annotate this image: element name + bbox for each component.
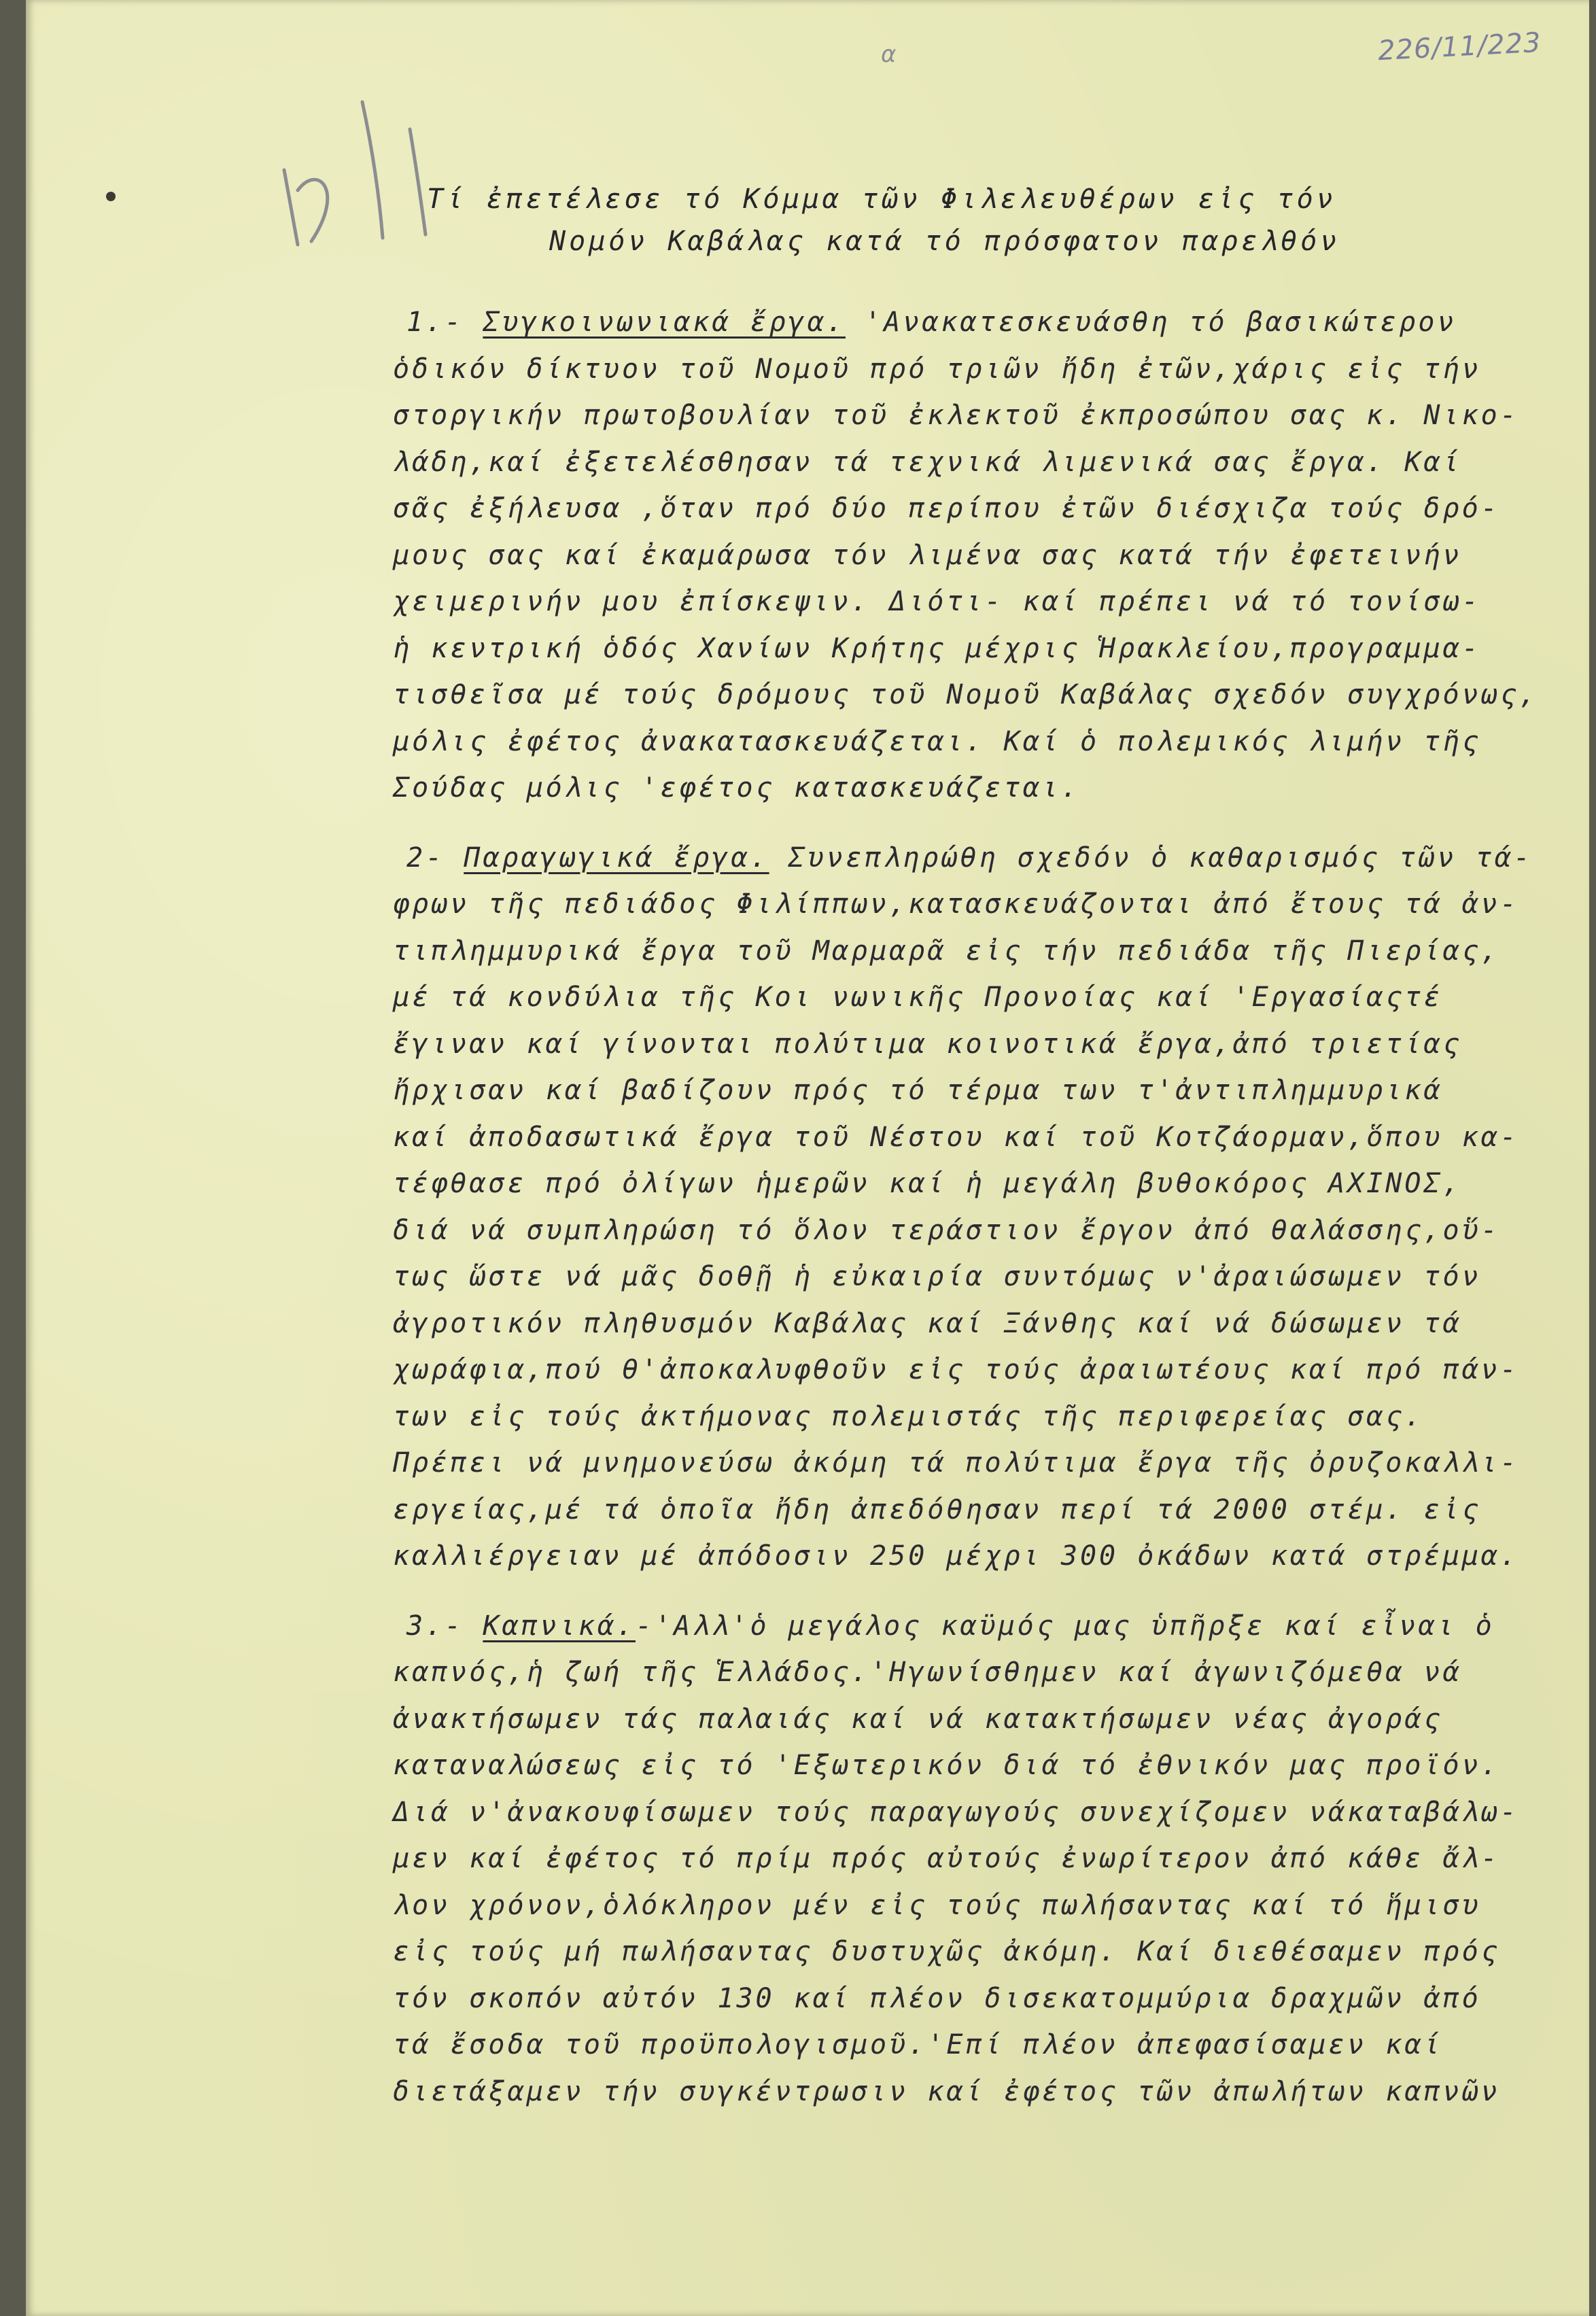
section-2	[393, 835, 1589, 1580]
section-2-first-line	[406, 835, 1589, 882]
text-line: εργείας,μέ τά ὁποῖα ἤδη ἀπεδόθησαν περί τά 2000 στέμ. εἰς	[393, 1493, 1481, 1525]
section-heading: Παραγωγικά ἔργα.	[464, 842, 769, 874]
text-line: καταναλώσεως εἰς τό 'Εξωτερικόν διά τό ἐθνικόν μας προϊόν.	[393, 1750, 1500, 1781]
text-line: καλλιέργειαν μέ ἀπόδοσιν 250 μέχρι 300 ὀκάδων κατά στρέμμα.	[393, 1540, 1519, 1572]
text-line: εἰς τούς μή πωλήσαντας δυστυχῶς ἀκόμη. Καί διεθέσαμεν πρός	[393, 1936, 1500, 1967]
text-line: τισθεῖσα μέ τούς δρόμους τοῦ Νομοῦ Καβάλας σχεδόν συγχρόνως,	[393, 679, 1538, 710]
text-line: των εἰς τούς ἀκτήμονας πολεμιστάς τῆς περιφερείας σας.	[393, 1400, 1424, 1432]
text-line: διετάξαμεν τήν συγκέντρωσιν καί ἐφέτος τῶν ἀπωλήτων καπνῶν	[393, 2075, 1500, 2107]
section-3	[393, 1603, 1589, 2115]
text-line: καπνός,ἡ ζωή τῆς Ἑλλάδος.'Ηγωνίσθημεν καί ἀγωνιζόμεθα νά	[393, 1657, 1462, 1688]
section-number: 2-	[406, 842, 445, 874]
text-line: μεν καί ἐφέτος τό πρίμ πρός αὐτούς ἐνωρίτερον ἀπό κάθε ἄλ-	[393, 1843, 1500, 1874]
section-3-first-line	[406, 1603, 1589, 1650]
text-line: τά ἔσοδα τοῦ προϋπολογισμοῦ.'Επί πλέον ἀπεφασίσαμεν καί	[393, 2029, 1443, 2060]
title-line-2: Νομόν Καβάλας κατά τό πρόσφατον παρελθόν	[549, 226, 1340, 257]
section-heading: Συγκοινωνιακά ἔργα.	[483, 307, 846, 338]
text-line: ἀνακτήσωμεν τάς παλαιάς καί νά κατακτήσωμεν νέας ἀγοράς	[393, 1703, 1443, 1735]
text-line: μόλις ἐφέτος ἀνακατασκευάζεται. Καί ὁ πολεμικός λιμήν τῆς	[393, 725, 1481, 757]
text-line: σᾶς ἐξήλευσα ,ὅταν πρό δύο περίπου ἐτῶν διέσχιζα τούς δρό-	[393, 493, 1500, 524]
text-line: ἤρχισαν καί βαδίζουν πρός τό τέρμα των τ'ἀντιπλημμυρικά	[393, 1075, 1443, 1106]
text-line: φρων τῆς πεδιάδος Φιλίππων,κατασκευάζονται ἀπό ἔτους τά ἀν-	[393, 888, 1519, 920]
section-first-line-text: Συνεπληρώθη σχεδόν ὁ καθαρισμός τῶν τά-	[769, 842, 1533, 874]
section-1-first-line	[406, 299, 1589, 346]
section-number: 3.-	[406, 1610, 464, 1642]
section-first-line-text: 'Ανακατεσκευάσθη τό βασικώτερον	[845, 307, 1457, 338]
text-line: ἔγιναν καί γίνονται πολύτιμα κοινοτικά ἔργα,ἀπό τριετίας	[393, 1028, 1462, 1060]
text-line: ἀγροτικόν πληθυσμόν Καβάλας καί Ξάνθης καί νά δώσωμεν τά	[393, 1307, 1462, 1339]
section-1	[393, 299, 1589, 812]
archive-reference-number: 226/11/223	[1377, 27, 1543, 67]
section-heading: Καπνικά.	[483, 1610, 636, 1642]
section-first-line-text: -'Αλλ'ὁ μεγάλος καϋμός μας ὑπῆρξε καί εἶναι ὁ	[636, 1610, 1495, 1642]
document-page	[26, 0, 1589, 2316]
text-line: τως ὥστε νά μᾶς δοθῇ ἡ εὐκαιρία συντόμως ν'ἀραιώσωμεν τόν	[393, 1261, 1481, 1292]
text-line: μους σας καί ἐκαμάρωσα τόν λιμένα σας κατά τήν ἐφετεινήν	[393, 539, 1462, 571]
punch-hole-mark	[106, 192, 116, 201]
text-line: ἡ κεντρική ὁδός Χανίων Κρήτης μέχρις Ἡρακλείου,προγραμμα-	[393, 632, 1481, 664]
title-line-1: Τί ἐπετέλεσε τό Κόμμα τῶν Φιλελευθέρων εἰς τόν	[427, 184, 1336, 215]
text-line: καί ἀποδασωτικά ἔργα τοῦ Νέστου καί τοῦ Κοτζάορμαν,ὅπου κα-	[393, 1121, 1519, 1153]
section-number: 1.-	[406, 307, 464, 338]
document-body	[393, 299, 1589, 2138]
text-line: τιπλημμυρικά ἔργα τοῦ Μαρμαρᾶ εἰς τήν πεδιάδα τῆς Πιερίας,	[393, 935, 1500, 967]
pencil-annotation: α	[881, 41, 897, 68]
document-title	[325, 178, 1548, 262]
text-line: τόν σκοπόν αὐτόν 130 καί πλέον δισεκατομμύρια δραχμῶν ἀπό	[393, 1982, 1481, 2014]
text-line: ὁδικόν δίκτυον τοῦ Νομοῦ πρό τριῶν ἤδη ἐτῶν,χάρις εἰς τήν	[393, 353, 1481, 385]
text-line: τέφθασε πρό ὀλίγων ἡμερῶν καί ἡ μεγάλη βυθοκόρος ΑΧΙΝΟΣ,	[393, 1168, 1462, 1199]
text-line: Πρέπει νά μνημονεύσω ἀκόμη τά πολύτιμα ἔργα τῆς ὀρυζοκαλλι-	[393, 1447, 1519, 1479]
text-line: λον χρόνον,ὁλόκληρον μέν εἰς τούς πωλήσαντας καί τό ἥμισυ	[393, 1889, 1481, 1921]
text-line: λάδη,καί ἐξετελέσθησαν τά τεχνικά λιμενικά σας ἔργα. Καί	[393, 446, 1462, 478]
text-line: χειμερινήν μου ἐπίσκεψιν. Διότι- καί πρέπει νά τό τονίσω-	[393, 586, 1481, 617]
text-line: Διά ν'ἀνακουφίσωμεν τούς παραγωγούς συνεχίζομεν νάκαταβάλω-	[393, 1796, 1519, 1828]
text-line: μέ τά κονδύλια τῆς Κοι νωνικῆς Προνοίας καί 'Εργασίαςτέ	[393, 982, 1443, 1013]
text-line: Σούδας μόλις 'εφέτος κατασκευάζεται.	[393, 772, 1080, 803]
text-line: στοργικήν πρωτοβουλίαν τοῦ ἐκλεκτοῦ ἐκπροσώπου σας κ. Νικο-	[393, 400, 1519, 431]
text-line: διά νά συμπληρώση τό ὅλον τεράστιον ἔργον ἀπό θαλάσσης,οὕ-	[393, 1214, 1500, 1246]
text-line: χωράφια,πού θ'ἀποκαλυφθοῦν εἰς τούς ἀραιωτέους καί πρό πάν-	[393, 1354, 1519, 1385]
